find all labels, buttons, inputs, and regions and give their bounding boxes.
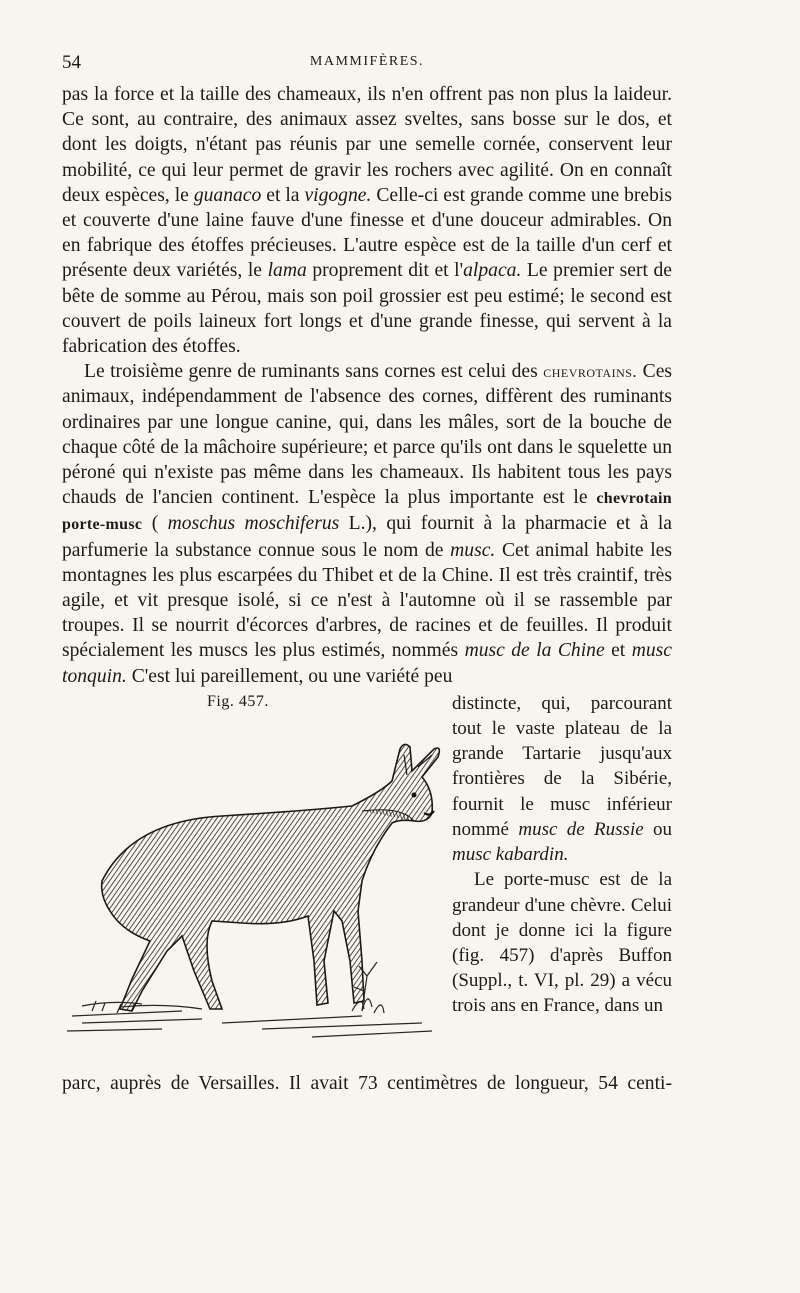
figure-457 <box>62 691 447 1071</box>
paragraph-2: Le troisième genre de ruminants sans cornes est celui des chevrotains. Ces animaux, indépendamment de l'absence des cornes, diffèrent des ruminants ordinaires par une longue canine, qui, dans les mâles, sort de la bouche de chaque côté de la mâchoire supérieure; et parce qu'ils ont dans le squelette un péroné qui n'existe pas même dans les chameaux. Ils habitent tous les pays chauds de l'ancien continent. L'espèce la plus importante est le chevrotain porte-musc ( moschus moschiferus L.), qui fournit à la pharmacie et à la parfumerie la substance connue sous le nom de musc. Cet animal habite les montagnes les plus escarpées du Thibet et de la Chine. Il est très craintif, très agile, et vit presque isolé, si ce n'est à l'automne où il se rassemble par troupes. Il se nourrit d'écorces d'arbres, de racines et de feuilles. Il produit spécialement les muscs les plus estimés, nommés musc de la Chine et musc tonquin. C'est lui pareillement, ou une variété peu <box>62 361 673 687</box>
figure-wrap <box>62 691 672 1071</box>
figure-caption: Fig. 457. <box>207 692 269 710</box>
side-column <box>452 691 672 1019</box>
page-header <box>62 52 672 82</box>
paragraph-3-last-line: parc, auprès de Versailles. Il avait 73 centimètres de longueur, 54 centi- <box>62 1072 672 1094</box>
genus-name: chevrotains. <box>543 362 638 382</box>
side-text-2: Le porte-musc est de la grandeur d'une chèvre. Celui dont je donne ici la figure (fig. 457) d'après Buffon (Suppl., t. VI, pl. 29) a vécu trois ans en France, dans un <box>452 869 672 1017</box>
species-name: chevrotain porte-musc <box>62 490 672 534</box>
page <box>62 52 672 1096</box>
page-number: 54 <box>62 52 81 73</box>
paragraph-1: pas la force et la taille des chameaux, ils n'en offrent pas non plus la laideur. Ce sont, au contraire, des animaux assez sveltes, sans bosse sur le dos, et dont les doigts, n'étant pas réunis par une semelle cornée, conservent leur mobilité, ce qui leur permet de gravir les rochers avec agilité. On en connaît deux espèces, le guanaco et la vigogne. Celle-ci est grande comme une brebis et couverte d'une laine fauve d'une finesse et d'une douceur admirables. On en fabrique des étoffes précieuses. L'autre espèce est de la taille d'un cerf et présente deux variétés, le lama proprement dit et l'alpaca. Le premier sert de bête de somme au Pérou, mais son poil grossier est peu estimé; le second est couvert de poils laineux fort longs et d'une grande finesse, qui servent à la fabrication des étoffes. <box>62 84 672 358</box>
ground-hatching <box>67 962 432 1037</box>
running-title: MAMMIFÈRES. <box>309 54 425 69</box>
side-text-1: distincte, qui, parcourant tout le vaste plateau de la grande Tartarie jusqu'aux frontières de la Sibérie, fournit le musc inférieur nommé musc de Russie ou musc kabardin. <box>452 692 673 866</box>
musk-deer-engraving <box>62 711 447 1061</box>
deer-body <box>102 744 440 1011</box>
